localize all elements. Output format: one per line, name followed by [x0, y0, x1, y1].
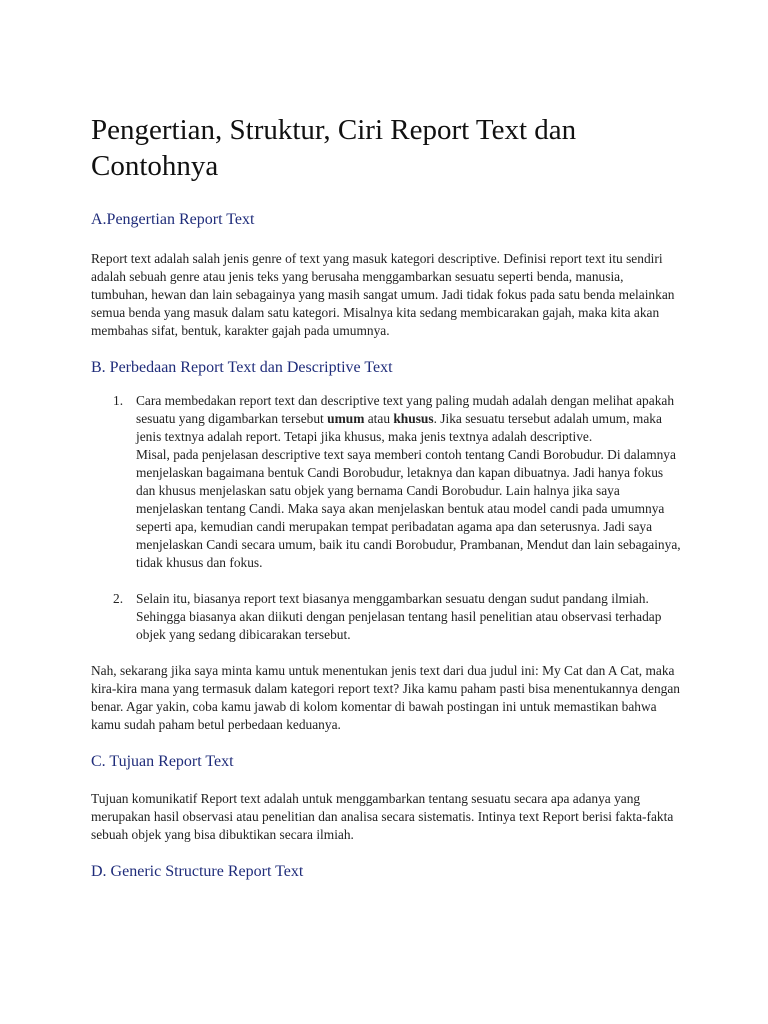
difference-list — [91, 392, 681, 644]
list-item-number: 1. — [113, 393, 124, 408]
list-item — [91, 392, 681, 572]
bold-term-umum: umum — [327, 411, 365, 426]
section-b-heading: B. Perbedaan Report Text dan Descriptive Text — [91, 359, 393, 376]
section-a-heading: A.Pengertian Report Text — [91, 211, 255, 228]
bold-term-khusus: khusus — [393, 411, 434, 426]
list-item — [91, 590, 681, 644]
page-title: Pengertian, Struktur, Ciri Report Text dan Contohnya — [91, 114, 577, 182]
section-b-closing-paragraph: Nah, sekarang jika saya minta kamu untuk menentukan jenis text dari dua judul ini: My Cat dan A Cat, maka kira-kira mana yang termasuk dalam kategori report text? Jika kamu paham pasti bisa menentukannya dengan benar. Agar yakin, coba kamu jawab di kolom komentar di bawah postingan ini untuk memastikan bahwa kamu sudah paham betul perbedaan keduanya. — [91, 663, 680, 732]
section-c-heading: C. Tujuan Report Text — [91, 753, 234, 770]
list-item-text: Selain itu, biasanya report text biasanya menggambarkan sesuatu dengan sudut pandang ilmiah. Sehingga biasanya akan diikuti dengan penjelasan tentang hasil penelitian atau observasi terhadap objek yang sedang dibicarakan tersebut. — [136, 591, 662, 642]
section-c-paragraph: Tujuan komunikatif Report text adalah untuk menggambarkan tentang sesuatu secara apa adanya yang merupakan hasil observasi atau penelitian dan analisa secara sistematis. Intinya text Report berisi fakta-fakta sebuah objek yang bisa dibuktikan secara ilmiah. — [91, 791, 674, 842]
list-item-text: atau — [364, 411, 394, 426]
list-item-text: . Jika sesuatu tersebut adalah umum, maka jenis textnya adalah report. Tetapi jika khusus, maka jenis textnya adalah descriptive. — [136, 411, 662, 444]
list-item-text: Cara membedakan report text dan descriptive text yang paling mudah adalah dengan melihat apakah sesuatu yang digambarkan tersebut — [136, 393, 675, 426]
list-item-number: 2. — [113, 591, 124, 606]
list-item-example: Misal, pada penjelasan descriptive text saya memberi contoh tentang Candi Borobudur. Di dalamnya menjelaskan bagaimana bentuk Candi Borobudur, letaknya dan kapan dibuatnya. Jadi hanya fokus dan khusus menjelaskan satu objek yang bernama Candi Borobudur. Lain halnya jika saya menjelaskan tentang Candi. Maka saya akan menjelaskan bentuk atau model candi pada umumnya seperti apa, kemudian candi merupakan tempat peribadatan agama apa dan seterusnya. Jadi saya menjelaskan Candi secara umum, baik itu candi Borobudur, Prambanan, Mendut dan lain sebagainya, tidak khusus dan fokus. — [136, 447, 681, 570]
document-page — [91, 112, 681, 882]
section-a-paragraph: Report text adalah salah jenis genre of text yang masuk kategori descriptive. Definisi report text itu sendiri adalah sebuah genre atau jenis teks yang berusaha menggambarkan sesuatu seperti benda, manusia, tumbuhan, hewan dan lain sebagainya yang masih sangat umum. Jadi tidak fokus pada satu benda melainkan semua benda yang masuk dalam satu kategori. Misalnya kita sedang membicarakan gajah, maka kita akan membahas sifat, bentuk, karakter gajah pada umumnya. — [91, 251, 675, 338]
section-d-heading: D. Generic Structure Report Text — [91, 863, 304, 880]
